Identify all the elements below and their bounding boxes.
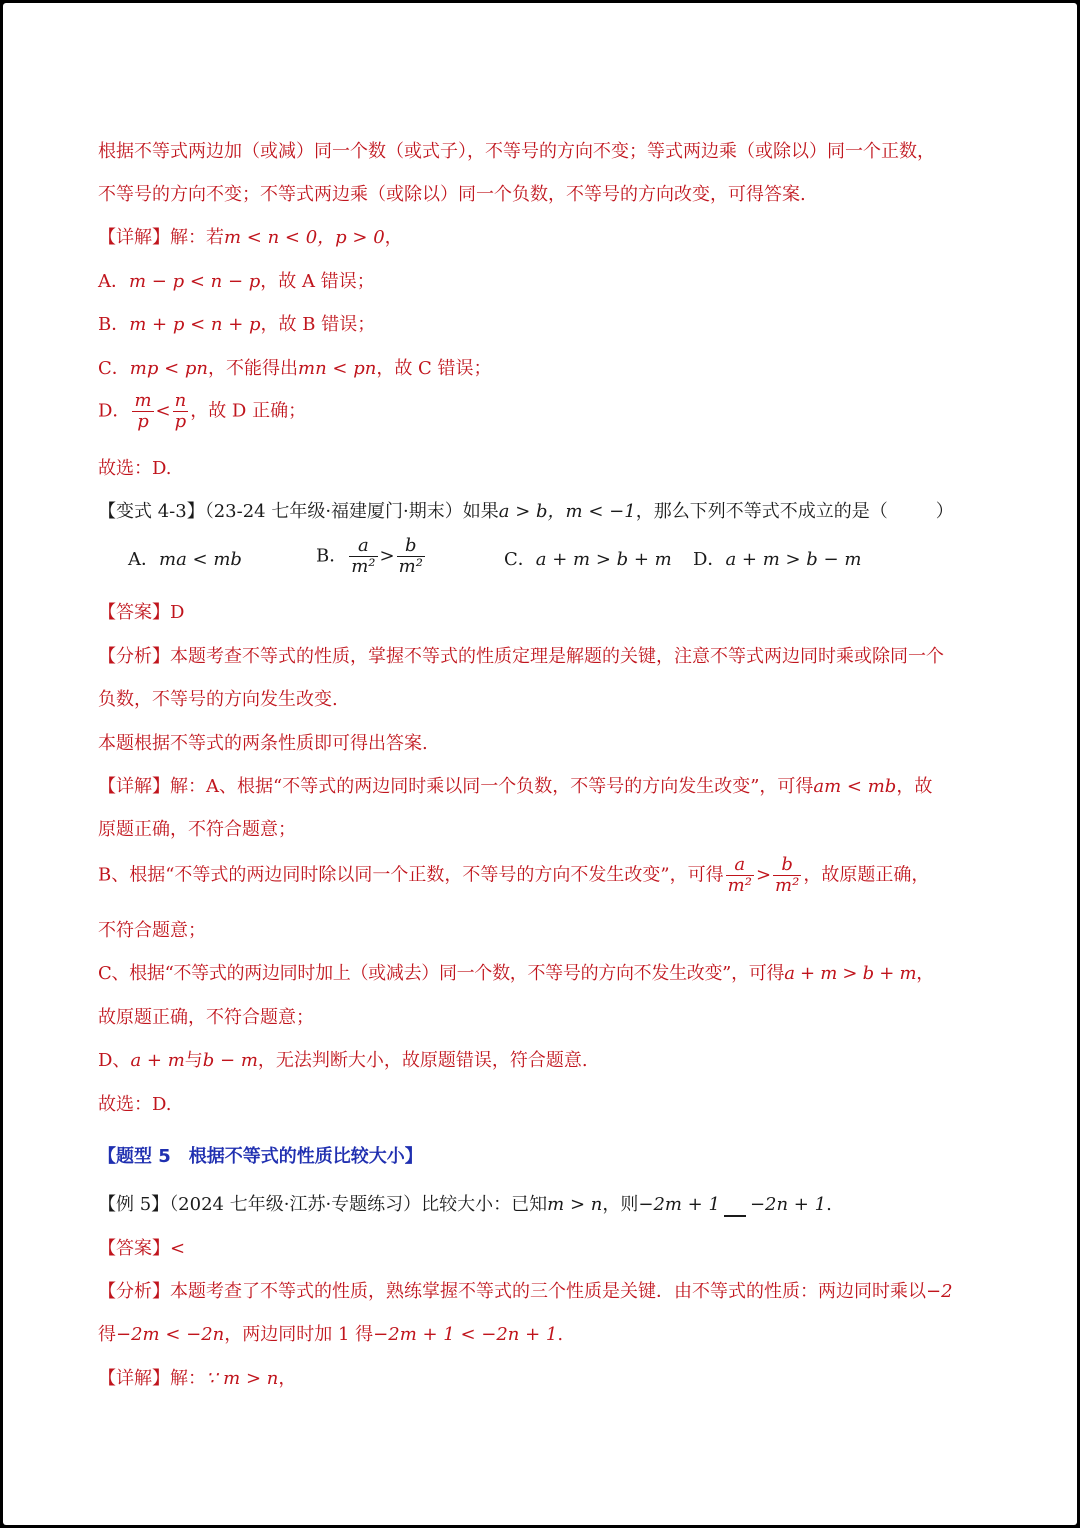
detail-text: 解： (170, 1368, 206, 1389)
math-expression: a + m (130, 1050, 185, 1071)
denominator: m² (351, 556, 376, 577)
math-expression: mp < pn (129, 358, 209, 379)
operator: > (755, 864, 772, 886)
answer-value: < (170, 1238, 186, 1259)
fraction (773, 855, 801, 896)
option-text: ，故 C 错误； (376, 358, 492, 379)
option-prefix: B． (98, 314, 130, 335)
fraction (349, 536, 377, 577)
numerator: a (726, 855, 754, 876)
detail-text: ，无法判断大小，故原题错误，符合题意. (257, 1050, 588, 1071)
analysis-line (98, 1323, 563, 1347)
option-c-line (98, 357, 492, 381)
option-prefix: D． (98, 400, 131, 422)
choice-line: 故选：D. (98, 1094, 172, 1115)
math-expression: m + p < n + p (129, 314, 261, 335)
question-text: . (826, 1194, 832, 1215)
analysis-line: 根据不等式两边加（或减）同一个数（或式子），不等号的方向不变；等式两边乘（或除以）同一个正数， (98, 141, 935, 162)
option-prefix: A． (98, 271, 129, 292)
detail-text: ，故 (896, 776, 933, 797)
detail-label: 【详解】 (98, 227, 170, 248)
math-expression: mn < pn (298, 358, 377, 379)
math-expression: m − p < n − p (129, 271, 261, 292)
variant-question (98, 500, 954, 524)
answer-blank[interactable] (724, 1197, 746, 1217)
question-text: 如果 (462, 501, 499, 522)
option-text: ，故 B 错误； (260, 314, 376, 335)
math-expression: m < n < 0，p > 0 (224, 227, 385, 248)
choice-line: 故选：D. (98, 458, 172, 479)
option-b (316, 536, 427, 577)
detail-text: C、根据“不等式的两边同时加上（或减去）同一个数，不等号的方向不发生改变”，可得 (98, 963, 785, 984)
analysis-line (98, 1280, 953, 1304)
question-text: ，那么下列不等式不成立的是（ (635, 501, 888, 522)
math-expression: ma < mb (159, 549, 242, 570)
detail-text: 解：A、根据“不等式的两边同时乘以同一个负数，不等号的方向发生改变”，可得 (170, 776, 814, 797)
option-text: ，不能得出 (208, 358, 299, 379)
fraction (132, 391, 153, 432)
detail-intro (98, 226, 403, 250)
denominator: m² (398, 556, 423, 577)
math-expression: a + m > b − m (725, 549, 862, 570)
detail-line: 原题正确，不符合题意； (98, 819, 296, 840)
analysis-line (98, 645, 944, 669)
detail-text: ， (916, 963, 934, 984)
option-d (693, 548, 861, 572)
denominator: p (137, 411, 149, 432)
denominator: m² (775, 875, 800, 896)
section-title: 【题型 5 根据不等式的性质比较大小】 (98, 1146, 423, 1167)
analysis-label: 【分析】 (98, 646, 170, 667)
detail-label: 【详解】 (98, 776, 170, 797)
variant-label: 【变式 4-3】 (98, 501, 205, 522)
answer-label: 【答案】 (98, 1238, 170, 1259)
option-label: D． (693, 549, 726, 570)
example-label: 【例 5】 (98, 1194, 170, 1215)
math-expression: a > b，m < −1 (498, 501, 636, 522)
option-a-line (98, 270, 375, 294)
analysis-line: 不等号的方向不变；不等式两边乘（或除以）同一个负数，不等号的方向改变，可得答案. (98, 184, 806, 205)
option-text: ，故 D 正确； (190, 400, 307, 422)
analysis-label: 【分析】 (98, 1281, 170, 1302)
analysis-text: 得 (98, 1324, 116, 1345)
math-expression: −2m + 1 < −2n + 1 (373, 1324, 558, 1345)
answer-line (98, 1237, 185, 1261)
numerator: b (397, 536, 425, 557)
detail-line (98, 1049, 588, 1073)
variant-source: （23-24 七年级·福建厦门·期末） (204, 501, 463, 522)
answer-line (98, 601, 184, 625)
math-expression: −2m + 1 (638, 1194, 720, 1215)
detail-text: 解：若 (170, 227, 224, 248)
detail-text: 与 (184, 1050, 203, 1071)
fraction (173, 391, 189, 432)
option-text: ，故 A 错误； (260, 271, 375, 292)
math-expression: −2m < −2n (116, 1324, 225, 1345)
option-b-line (98, 313, 375, 337)
denominator: p (174, 411, 187, 432)
numerator: m (134, 390, 152, 411)
fraction (397, 536, 425, 577)
option-d-line (98, 391, 306, 432)
detail-text: ， (278, 1368, 297, 1389)
math-expression: −2n + 1 (749, 1194, 827, 1215)
detail-text: B、根据“不等式的两边同时除以同一个正数，不等号的方向不发生改变”，可得 (98, 864, 724, 886)
detail-label: 【详解】 (98, 1368, 170, 1389)
detail-text: D、 (98, 1050, 131, 1071)
detail-line (98, 775, 932, 799)
option-a (128, 548, 242, 572)
numerator: b (773, 855, 801, 876)
question-text: 比较大小：已知 (421, 1194, 548, 1215)
numerator: n (174, 390, 187, 411)
analysis-text: . (557, 1324, 564, 1345)
analysis-text: 本题考查了不等式的性质，熟练掌握不等式的三个性质是关键．由不等式的性质：两边同时乘以 (170, 1281, 926, 1302)
question-text: ，则 (602, 1194, 639, 1215)
math-expression: b − m (202, 1050, 258, 1071)
example-question (98, 1193, 832, 1217)
analysis-line: 本题根据不等式的两条性质即可得出答案. (98, 733, 428, 754)
variant-options (128, 536, 888, 586)
detail-line: 故原题正确，不符合题意； (98, 1007, 314, 1028)
detail-line (98, 1367, 296, 1391)
detail-line (98, 855, 929, 896)
fraction (726, 855, 754, 896)
option-prefix: C． (98, 358, 130, 379)
option-label: C． (504, 549, 536, 570)
numerator: a (349, 536, 377, 557)
detail-text: ， (384, 227, 403, 248)
document-page (3, 3, 1077, 1525)
math-expression: a + m > b + m (535, 549, 672, 570)
detail-line: 不符合题意； (98, 920, 206, 941)
option-c (504, 548, 672, 572)
math-expression: a + m > b + m (784, 963, 917, 984)
math-expression: m > n (547, 1194, 603, 1215)
analysis-line: 负数，不等号的方向发生改变. (98, 689, 338, 710)
operator: > (379, 545, 395, 567)
detail-line (98, 962, 934, 986)
math-expression: −2 (926, 1281, 953, 1302)
answer-label: 【答案】 (98, 602, 170, 623)
answer-value: D (170, 602, 185, 623)
example-source: （2024 七年级·江苏·专题练习） (169, 1194, 422, 1215)
question-close: ） (935, 501, 954, 522)
option-label: A． (128, 549, 159, 570)
denominator: m² (727, 875, 752, 896)
analysis-text: 本题考查不等式的性质，掌握不等式的性质定理是解题的关键，注意不等式两边同时乘或除同一个 (170, 646, 944, 667)
option-label: B． (316, 545, 348, 567)
detail-text: ，故原题正确， (803, 864, 930, 886)
math-expression: am < mb (813, 776, 897, 797)
operator: < (155, 400, 171, 422)
analysis-text: ，两边同时加 1 得 (224, 1324, 374, 1345)
math-expression: ∵ m > n (206, 1368, 279, 1389)
